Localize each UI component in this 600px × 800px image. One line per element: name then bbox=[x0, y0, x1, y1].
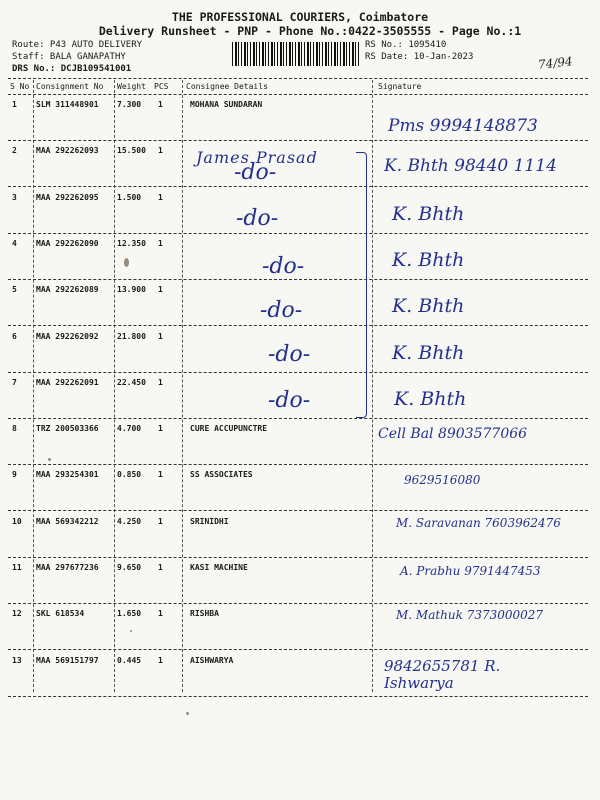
row-consignment-no: SKL 618534 bbox=[36, 609, 85, 619]
row-sno: 7 bbox=[12, 377, 17, 387]
row-consignment-no: MAA 293254301 bbox=[36, 470, 99, 480]
row-consignee: SS ASSOCIATES bbox=[190, 470, 253, 480]
row-weight: 21.800 bbox=[117, 331, 146, 341]
row-pcs: 1 bbox=[158, 516, 163, 526]
ditto-bracket bbox=[356, 152, 367, 418]
row-consignment-no: MAA 292262091 bbox=[36, 377, 99, 387]
row-signature: A. Prabhu 9791447453 bbox=[400, 564, 541, 578]
row-consignment-no: MAA 292262089 bbox=[36, 285, 99, 295]
ditto-mark: -do- bbox=[234, 160, 277, 185]
row-divider bbox=[8, 279, 588, 280]
row-signature: M. Saravanan 7603962476 bbox=[396, 515, 561, 530]
row-pcs: 1 bbox=[158, 285, 163, 295]
row-divider bbox=[8, 140, 588, 141]
row-consignee: RISHBA bbox=[190, 609, 219, 619]
paper-stain bbox=[124, 258, 129, 267]
row-sno: 8 bbox=[12, 424, 17, 434]
route-label: Route: P43 AUTO DELIVERY bbox=[12, 40, 143, 50]
row-sno: 1 bbox=[12, 100, 17, 109]
col-consignee: Consignee Details bbox=[186, 82, 268, 91]
row-divider bbox=[8, 649, 588, 650]
row-pcs: 1 bbox=[158, 424, 163, 434]
row-divider bbox=[8, 464, 588, 465]
col-weight: Weight bbox=[117, 82, 146, 91]
row-weight: 0.445 bbox=[117, 655, 142, 665]
row-pcs: 1 bbox=[158, 100, 163, 109]
col-sno: S No bbox=[10, 82, 30, 91]
row-divider bbox=[8, 233, 588, 234]
table-row bbox=[0, 605, 600, 651]
row-pcs: 1 bbox=[158, 609, 163, 619]
row-sno: 4 bbox=[12, 238, 17, 248]
table-row bbox=[0, 652, 600, 698]
col-consignment: Consignment No bbox=[36, 82, 104, 91]
row-weight: 12.350 bbox=[117, 238, 146, 248]
row-consignment-no: MAA 292262090 bbox=[36, 238, 99, 248]
row-sno: 11 bbox=[12, 563, 22, 572]
row-signature: K. Bhth bbox=[392, 202, 465, 225]
row-sno: 2 bbox=[12, 146, 17, 156]
row-consignment-no: SLM 311448901 bbox=[36, 100, 99, 109]
row-consignee: CURE ACCUPUNCTRE bbox=[190, 424, 268, 434]
company-title: THE PROFESSIONAL COURIERS, Coimbatore bbox=[171, 10, 429, 24]
ditto-mark: -do- bbox=[260, 298, 303, 323]
row-signature: K. Bhth bbox=[392, 248, 465, 271]
table-top-border bbox=[8, 78, 588, 79]
row-divider bbox=[8, 418, 588, 419]
paper-stain bbox=[186, 712, 189, 715]
row-sno: 12 bbox=[12, 609, 22, 619]
table-row bbox=[0, 513, 600, 559]
row-sno: 6 bbox=[12, 331, 17, 341]
row-consignee: MOHANA SUNDARAN bbox=[190, 100, 263, 109]
row-consignee: AISHWARYA bbox=[190, 655, 234, 665]
row-sno: 3 bbox=[12, 192, 17, 202]
row-divider bbox=[8, 325, 588, 326]
handwritten-consignee-name: James Prasad bbox=[196, 148, 318, 167]
rs-no-label: RS No.: 1095410 bbox=[365, 40, 447, 50]
row-weight: 1.500 bbox=[117, 192, 142, 202]
row-sno: 5 bbox=[12, 285, 17, 295]
row-pcs: 1 bbox=[158, 331, 163, 341]
paper-stain bbox=[130, 630, 132, 632]
row-pcs: 1 bbox=[158, 146, 163, 156]
row-divider bbox=[8, 372, 588, 373]
staff-label: Staff: BALA GANAPATHY bbox=[12, 52, 126, 62]
row-consignment-no: MAA 292262092 bbox=[36, 331, 99, 341]
table-row bbox=[0, 96, 600, 142]
row-signature: K. Bhth bbox=[392, 295, 465, 318]
col-pcs: PCS bbox=[154, 82, 169, 91]
row-signature: K. Bhth bbox=[392, 341, 465, 364]
table-row bbox=[0, 189, 600, 235]
row-signature: Cell Bal 8903577066 bbox=[378, 426, 528, 443]
row-consignment-no: TRZ 200503366 bbox=[36, 424, 99, 434]
row-consignment-no: MAA 292262093 bbox=[36, 146, 99, 156]
row-pcs: 1 bbox=[158, 238, 163, 248]
row-consignment-no: MAA 292262095 bbox=[36, 192, 99, 202]
row-divider bbox=[8, 186, 588, 187]
table-row bbox=[0, 559, 600, 605]
row-pcs: 1 bbox=[158, 655, 163, 665]
rs-date-label: RS Date: 10-Jan-2023 bbox=[365, 52, 474, 62]
row-weight: 9.650 bbox=[117, 563, 142, 572]
row-sno: 13 bbox=[12, 655, 22, 665]
ditto-mark: -do- bbox=[262, 254, 305, 279]
row-sno: 10 bbox=[12, 516, 22, 526]
row-weight: 7.300 bbox=[117, 100, 142, 109]
row-signature: Pms 9994148873 bbox=[388, 116, 538, 136]
header-bottom-border bbox=[8, 94, 588, 95]
paper-stain bbox=[48, 458, 51, 461]
row-weight: 13.900 bbox=[117, 285, 146, 295]
row-weight: 0.850 bbox=[117, 470, 142, 480]
barcode bbox=[232, 42, 360, 66]
row-signature: M. Mathuk 7373000027 bbox=[396, 608, 544, 623]
table-row bbox=[0, 420, 600, 466]
ditto-mark: -do- bbox=[268, 342, 311, 367]
row-weight: 15.500 bbox=[117, 146, 146, 156]
ditto-mark: -do- bbox=[268, 388, 311, 413]
row-pcs: 1 bbox=[158, 470, 163, 480]
row-signature: K. Bhth 98440 1114 bbox=[384, 156, 557, 177]
row-weight: 22.450 bbox=[117, 377, 146, 387]
row-divider bbox=[8, 557, 588, 558]
table-row bbox=[0, 466, 600, 512]
row-consignment-no: MAA 569342212 bbox=[36, 516, 99, 526]
row-pcs: 1 bbox=[158, 563, 163, 572]
row-weight: 4.700 bbox=[117, 424, 142, 434]
ditto-mark: -do- bbox=[236, 206, 279, 231]
row-pcs: 1 bbox=[158, 192, 163, 202]
row-consignment-no: MAA 297677236 bbox=[36, 563, 99, 572]
row-signature: K. Bhth bbox=[394, 387, 467, 410]
row-signature: 9842655781 R. Ishwarya bbox=[384, 656, 501, 692]
row-weight: 1.650 bbox=[117, 609, 142, 619]
col-signature: Signature bbox=[378, 82, 422, 91]
row-divider bbox=[8, 696, 588, 697]
row-divider bbox=[8, 603, 588, 604]
row-pcs: 1 bbox=[158, 377, 163, 387]
row-signature: 9629516080 bbox=[404, 473, 481, 488]
row-weight: 4.250 bbox=[117, 516, 142, 526]
row-divider bbox=[8, 510, 588, 511]
drs-label: DRS No.: DCJB109541001 bbox=[12, 64, 132, 74]
row-consignee: SRINIDHI bbox=[190, 516, 229, 526]
row-sno: 9 bbox=[12, 470, 17, 480]
row-consignee: KASI MACHINE bbox=[190, 563, 248, 572]
row-consignment-no: MAA 569151797 bbox=[36, 655, 99, 665]
page-count-handwritten: 74/94 bbox=[537, 54, 574, 72]
runsheet-subtitle: Delivery Runsheet - PNP - Phone No.:0422-3505555 - Page No.:1 bbox=[98, 24, 522, 38]
